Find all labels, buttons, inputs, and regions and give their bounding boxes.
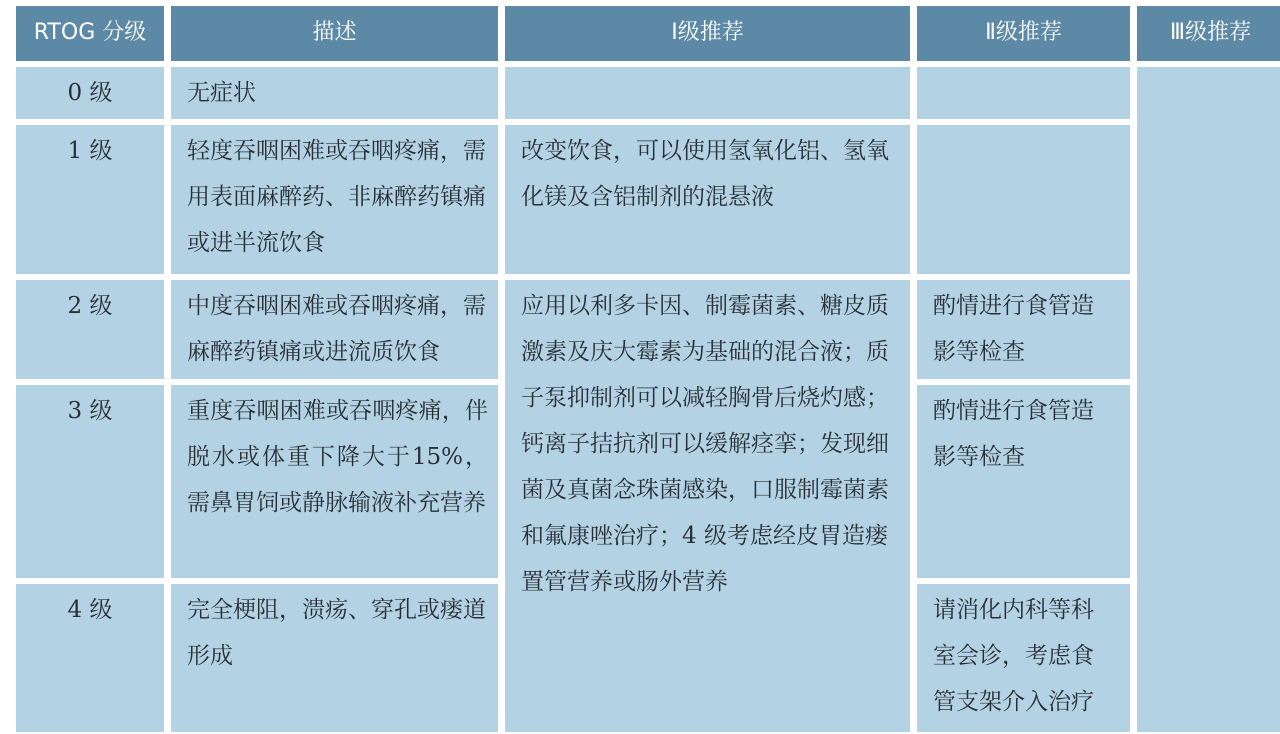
description-cell-3: 重度吞咽困难或吞咽疼痛，伴脱水或体重下降大于15%，需鼻胃饲或静脉输液补充营养 <box>171 385 498 578</box>
header-level3: Ⅲ级推荐 <box>1137 6 1280 61</box>
grade-cell-0: 0 级 <box>16 67 164 119</box>
level3-cell <box>1137 67 1280 732</box>
grade-cell-1: 1 级 <box>16 125 164 274</box>
level1-cell-grade2to4: 应用以利多卡因、制霉菌素、糖皮质激素及庆大霉素为基础的混合液；质子泵抑制剂可以减轻胸骨后烧灼感；钙离子拮抗剂可以缓解痉挛；发现细菌及真菌念珠菌感染，口服制霉菌素和氟康唑治疗；4 级考虑经皮胃造瘘置管营养或肠外营养 <box>505 280 910 732</box>
level2-cell-grade2: 酌情进行食管造影等检查 <box>917 280 1130 379</box>
level2-cell-grade3: 酌情进行食管造影等检查 <box>917 385 1130 578</box>
header-level1: Ⅰ级推荐 <box>505 6 910 61</box>
header-grade: RTOG 分级 <box>16 6 164 61</box>
level1-cell-grade1: 改变饮食，可以使用氢氧化铝、氢氧化镁及含铝制剂的混悬液 <box>505 125 910 274</box>
description-cell-4: 完全梗阻，溃疡、穿孔或瘘道形成 <box>171 584 498 732</box>
description-cell-0: 无症状 <box>171 67 498 119</box>
grade-cell-2: 2 级 <box>16 280 164 379</box>
description-cell-2: 中度吞咽困难或吞咽疼痛，需麻醉药镇痛或进流质饮食 <box>171 280 498 379</box>
header-description: 描述 <box>171 6 498 61</box>
rtog-grading-table <box>16 6 1280 728</box>
grade-cell-4: 4 级 <box>16 584 164 732</box>
level2-cell-grade1 <box>917 125 1130 274</box>
header-level2: Ⅱ级推荐 <box>917 6 1130 61</box>
level1-cell-grade0 <box>505 67 910 119</box>
level2-cell-grade4: 请消化内科等科室会诊，考虑食管支架介入治疗 <box>917 584 1130 732</box>
level2-cell-grade0 <box>917 67 1130 119</box>
grade-cell-3: 3 级 <box>16 385 164 578</box>
description-cell-1: 轻度吞咽困难或吞咽疼痛，需用表面麻醉药、非麻醉药镇痛或进半流饮食 <box>171 125 498 274</box>
